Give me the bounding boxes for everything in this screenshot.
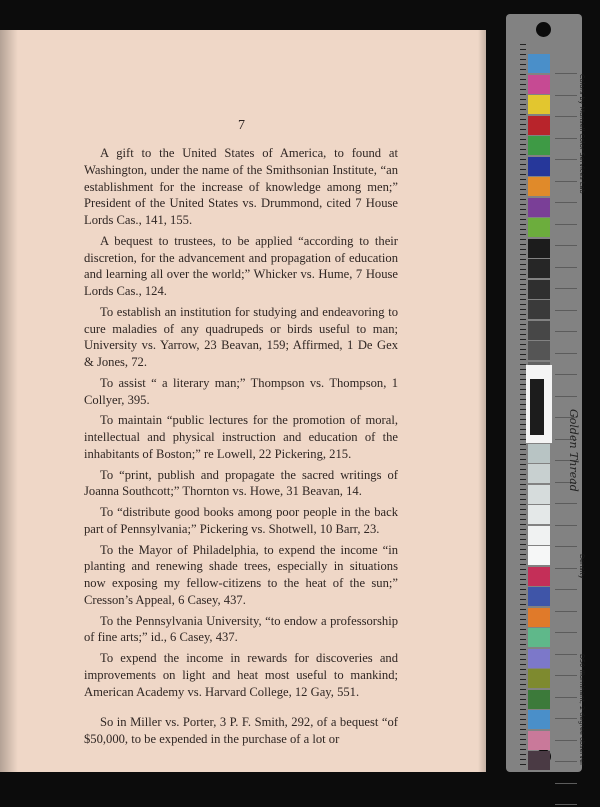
color-swatch <box>528 95 550 114</box>
golden-thread-label: Golden Thread <box>567 409 580 492</box>
color-swatch <box>528 116 550 135</box>
density-cell <box>555 140 577 160</box>
paragraph: To “print, publish and propagate the sacred writings of Joanna Southcott;” Thornton vs. Howe, 31 Beavan, 14. <box>84 467 398 499</box>
density-cell <box>555 742 577 762</box>
color-swatch <box>528 608 550 627</box>
density-cell <box>555 269 577 289</box>
card-hole <box>536 22 551 37</box>
color-swatch <box>528 628 550 647</box>
paragraph: To establish an institution for studying and endeavoring to cure maladies of any quadrupeds or birds useful to man; University vs. Yarrow, 23 Beavan, 159; Affirmed, 1 De Gex & Jones, 72. <box>84 304 398 369</box>
color-swatch <box>528 731 550 750</box>
color-swatch <box>528 546 550 565</box>
density-cell <box>555 312 577 332</box>
density-cell <box>555 570 577 590</box>
color-swatch <box>528 157 550 176</box>
color-swatch <box>528 341 550 360</box>
density-cell <box>555 248 577 268</box>
color-swatch <box>528 710 550 729</box>
paragraph: A bequest to trustees, to be applied “according to their discretion, for the advancement and propagation of education and learning all over the world;” Whicker vs. Hume, 7 House Lords Cas., 124. <box>84 233 398 298</box>
density-cell <box>555 699 577 719</box>
illuminant-label: D50 Illuminant, 2 degree observer <box>578 654 586 766</box>
density-cell <box>555 54 577 74</box>
paragraph: To the Pennsylvania University, “to endow a professorship of fine arts;” id., 6 Casey, 437. <box>84 613 398 645</box>
color-swatch <box>528 300 550 319</box>
color-swatch <box>528 218 550 237</box>
page-body-text <box>84 145 398 748</box>
color-swatch <box>528 444 550 463</box>
density-cell <box>555 334 577 354</box>
density-cell <box>555 162 577 182</box>
paragraph: To assist “ a literary man;” Thompson vs. Thompson, 1 Collyer, 395. <box>84 375 398 407</box>
card-sticker <box>526 365 552 443</box>
density-cell <box>555 76 577 96</box>
color-swatch <box>528 177 550 196</box>
color-swatch <box>528 280 550 299</box>
density-cell <box>555 785 577 805</box>
color-swatch <box>528 751 550 770</box>
color-swatch <box>528 321 550 340</box>
color-swatch <box>528 464 550 483</box>
density-cell <box>555 97 577 117</box>
density-cell <box>555 527 577 547</box>
density-cell <box>555 506 577 526</box>
paragraph: So in Miller vs. Porter, 3 P. F. Smith, 292, of a bequest “of $50,000, to be expended in the purchase of a lot or <box>84 715 398 746</box>
density-cell <box>555 226 577 246</box>
density-cell <box>555 377 577 397</box>
color-swatch <box>528 198 550 217</box>
density-cell <box>555 549 577 569</box>
density-cell <box>555 635 577 655</box>
color-swatch <box>528 54 550 73</box>
density-cell <box>555 592 577 612</box>
paragraph: To the Mayor of Philadelphia, to expend the income “in planting and renewing shade trees, especially in situations now exposing my fellow-citizens to the heat of the sun;” Cresson’s Appeal, 6 Casey, 437. <box>84 542 398 607</box>
density-cell <box>555 119 577 139</box>
color-swatch <box>528 649 550 668</box>
color-swatch <box>528 567 550 586</box>
paragraph: To “distribute good books among poor people in the back part of Pennsylvania;” Pickering vs. Shotwell, 10 Barr, 23. <box>84 505 398 536</box>
density-cell <box>555 656 577 676</box>
density-label: Density <box>578 554 586 579</box>
book-page <box>0 30 486 772</box>
color-swatch <box>528 75 550 94</box>
color-swatch <box>528 136 550 155</box>
color-swatch <box>528 587 550 606</box>
density-cell <box>555 355 577 375</box>
density-cell <box>555 721 577 741</box>
color-swatch <box>528 669 550 688</box>
color-swatch <box>528 239 550 258</box>
density-cell <box>555 291 577 311</box>
color-swatch <box>528 526 550 545</box>
paragraph: A gift to the United States of America, to found at Washington, under the name of the Smithsonian Institute, “an establishment for the increase of knowledge among men;” President of the United States vs. Drummond, cited 7 House Lords Cas., 141, 155. <box>84 146 398 227</box>
paragraph: To maintain “public lectures for the promotion of moral, intellectual and physical instruction and education of the inhabitants of Boston;” re Lowell, 22 Pickering, 215. <box>84 413 398 461</box>
density-cell <box>555 678 577 698</box>
page-number: 7 <box>238 118 245 133</box>
density-cell <box>555 764 577 784</box>
density-cell <box>555 613 577 633</box>
brand-label: Colors by Munsell Color Services Lab <box>578 74 586 194</box>
density-cell <box>555 183 577 203</box>
color-swatch <box>528 690 550 709</box>
color-swatch <box>528 485 550 504</box>
paragraph: To expend the income in rewards for discoveries and improvements on light and heat most useful to mankind; American Academy vs. Harvard College, 12 Gay, 551. <box>84 651 398 699</box>
density-cell <box>555 205 577 225</box>
color-swatch <box>528 505 550 524</box>
color-swatch <box>528 259 550 278</box>
sticker-block <box>530 379 544 435</box>
